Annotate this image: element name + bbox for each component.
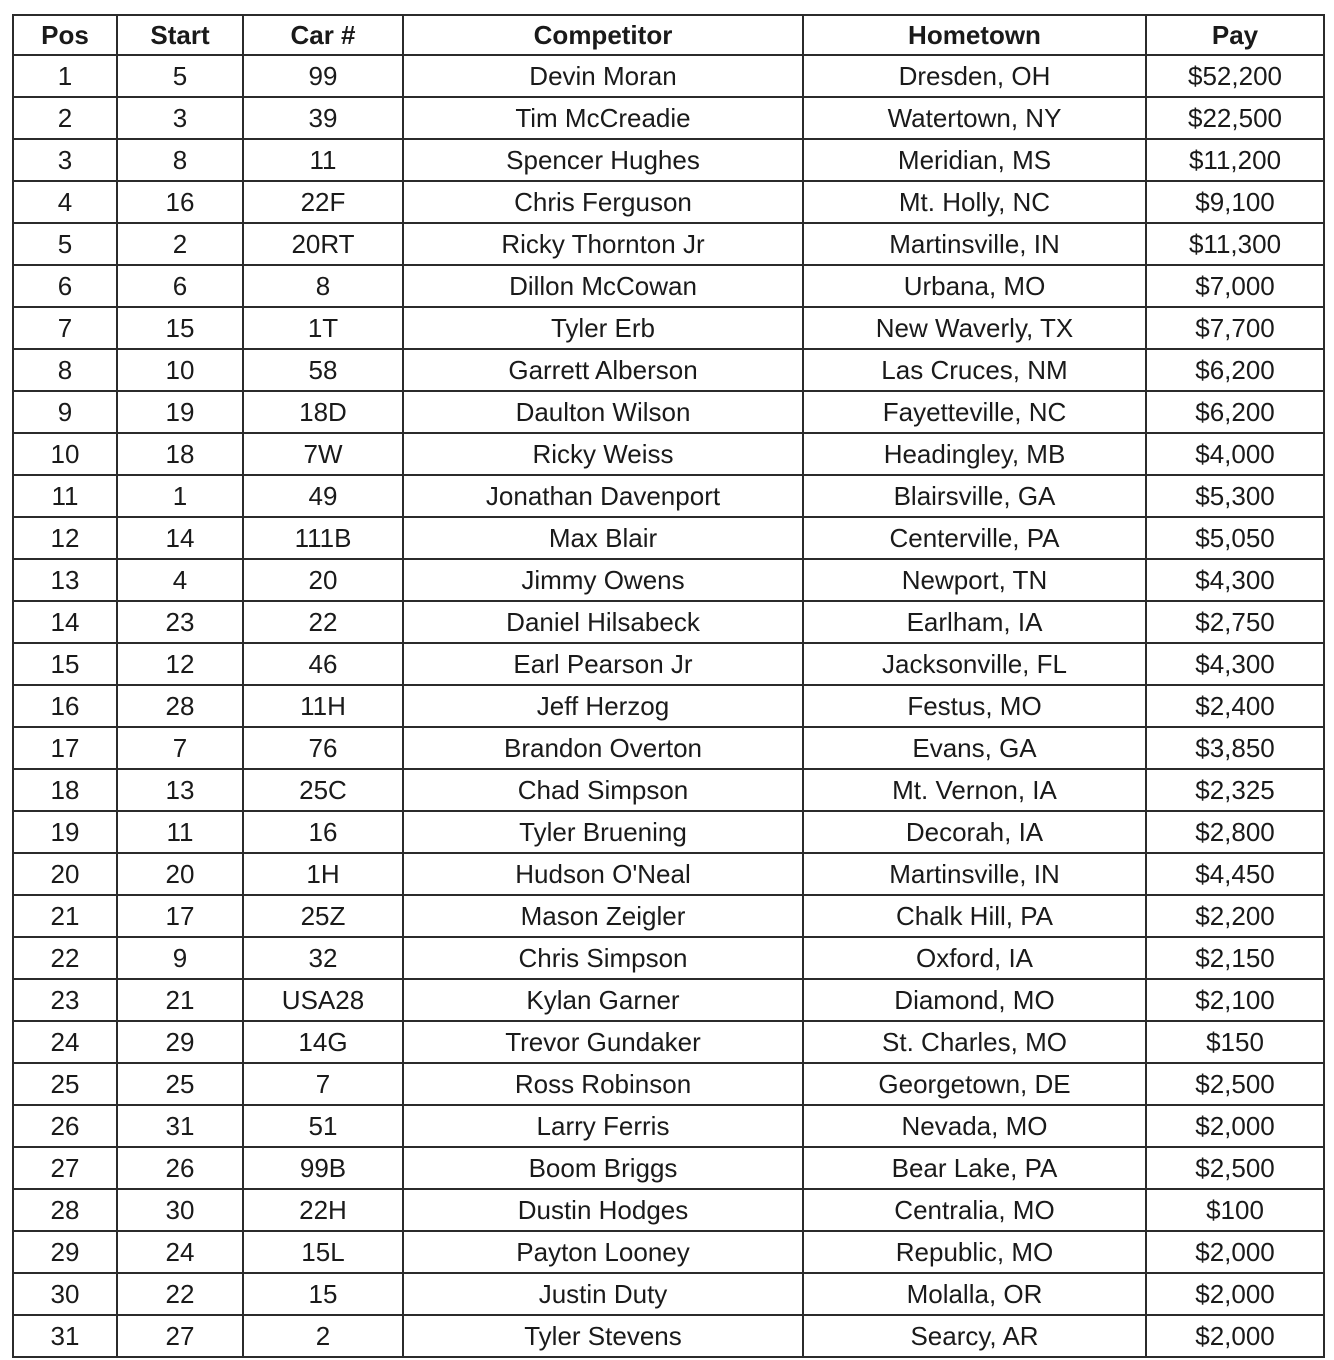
table-row xyxy=(13,685,1324,727)
cell-car-number: 2 xyxy=(243,1315,403,1357)
cell-start: 3 xyxy=(117,97,243,139)
cell-car-number: 25Z xyxy=(243,895,403,937)
cell-car-number: 51 xyxy=(243,1105,403,1147)
table-row xyxy=(13,517,1324,559)
cell-start: 12 xyxy=(117,643,243,685)
header-row xyxy=(13,15,1324,55)
cell-pay: $6,200 xyxy=(1146,349,1324,391)
cell-hometown: Searcy, AR xyxy=(803,1315,1146,1357)
cell-hometown: Jacksonville, FL xyxy=(803,643,1146,685)
cell-start: 21 xyxy=(117,979,243,1021)
cell-pos: 6 xyxy=(13,265,117,307)
cell-pos: 16 xyxy=(13,685,117,727)
cell-pay: $2,000 xyxy=(1146,1231,1324,1273)
cell-car-number: 76 xyxy=(243,727,403,769)
cell-hometown: Festus, MO xyxy=(803,685,1146,727)
cell-competitor: Ricky Thornton Jr xyxy=(403,223,803,265)
table-row xyxy=(13,937,1324,979)
cell-pos: 2 xyxy=(13,97,117,139)
cell-hometown: Centerville, PA xyxy=(803,517,1146,559)
cell-competitor: Trevor Gundaker xyxy=(403,1021,803,1063)
cell-pay: $4,450 xyxy=(1146,853,1324,895)
cell-hometown: Watertown, NY xyxy=(803,97,1146,139)
cell-competitor: Tyler Erb xyxy=(403,307,803,349)
cell-pos: 13 xyxy=(13,559,117,601)
cell-hometown: Oxford, IA xyxy=(803,937,1146,979)
cell-competitor: Tyler Stevens xyxy=(403,1315,803,1357)
cell-pay: $2,800 xyxy=(1146,811,1324,853)
cell-pay: $6,200 xyxy=(1146,391,1324,433)
cell-pos: 5 xyxy=(13,223,117,265)
cell-start: 29 xyxy=(117,1021,243,1063)
table-row xyxy=(13,391,1324,433)
table-row xyxy=(13,223,1324,265)
cell-pay: $11,200 xyxy=(1146,139,1324,181)
cell-pay: $2,000 xyxy=(1146,1315,1324,1357)
cell-competitor: Kylan Garner xyxy=(403,979,803,1021)
cell-pos: 30 xyxy=(13,1273,117,1315)
cell-start: 7 xyxy=(117,727,243,769)
cell-hometown: Mt. Vernon, IA xyxy=(803,769,1146,811)
cell-competitor: Ricky Weiss xyxy=(403,433,803,475)
table-row xyxy=(13,97,1324,139)
cell-hometown: Fayetteville, NC xyxy=(803,391,1146,433)
cell-pay: $2,150 xyxy=(1146,937,1324,979)
cell-hometown: Dresden, OH xyxy=(803,55,1146,97)
cell-hometown: Meridian, MS xyxy=(803,139,1146,181)
column-header-start: Start xyxy=(117,15,243,55)
cell-pos: 12 xyxy=(13,517,117,559)
cell-competitor: Tyler Bruening xyxy=(403,811,803,853)
table-row xyxy=(13,559,1324,601)
cell-pos: 28 xyxy=(13,1189,117,1231)
cell-start: 13 xyxy=(117,769,243,811)
cell-pay: $2,000 xyxy=(1146,1273,1324,1315)
cell-car-number: 25C xyxy=(243,769,403,811)
cell-competitor: Dustin Hodges xyxy=(403,1189,803,1231)
cell-pos: 27 xyxy=(13,1147,117,1189)
table-row xyxy=(13,895,1324,937)
table-row xyxy=(13,55,1324,97)
cell-pay: $5,050 xyxy=(1146,517,1324,559)
cell-car-number: 20 xyxy=(243,559,403,601)
cell-car-number: 39 xyxy=(243,97,403,139)
column-header-car-number: Car # xyxy=(243,15,403,55)
table-row xyxy=(13,1231,1324,1273)
table-row xyxy=(13,979,1324,1021)
cell-competitor: Spencer Hughes xyxy=(403,139,803,181)
cell-start: 14 xyxy=(117,517,243,559)
cell-hometown: Las Cruces, NM xyxy=(803,349,1146,391)
cell-hometown: New Waverly, TX xyxy=(803,307,1146,349)
cell-car-number: USA28 xyxy=(243,979,403,1021)
cell-competitor: Mason Zeigler xyxy=(403,895,803,937)
table-row xyxy=(13,769,1324,811)
cell-competitor: Daniel Hilsabeck xyxy=(403,601,803,643)
cell-hometown: Georgetown, DE xyxy=(803,1063,1146,1105)
table-header xyxy=(13,15,1324,55)
table-row xyxy=(13,1063,1324,1105)
cell-competitor: Max Blair xyxy=(403,517,803,559)
cell-pay: $2,325 xyxy=(1146,769,1324,811)
cell-pay: $2,000 xyxy=(1146,1105,1324,1147)
cell-hometown: Nevada, MO xyxy=(803,1105,1146,1147)
cell-car-number: 22F xyxy=(243,181,403,223)
cell-pos: 17 xyxy=(13,727,117,769)
cell-competitor: Chris Ferguson xyxy=(403,181,803,223)
cell-start: 8 xyxy=(117,139,243,181)
cell-start: 9 xyxy=(117,937,243,979)
table-body xyxy=(13,55,1324,1357)
cell-car-number: 32 xyxy=(243,937,403,979)
cell-start: 1 xyxy=(117,475,243,517)
cell-pos: 8 xyxy=(13,349,117,391)
cell-pay: $3,850 xyxy=(1146,727,1324,769)
cell-car-number: 15 xyxy=(243,1273,403,1315)
cell-pos: 23 xyxy=(13,979,117,1021)
cell-pos: 21 xyxy=(13,895,117,937)
cell-pos: 11 xyxy=(13,475,117,517)
cell-start: 23 xyxy=(117,601,243,643)
cell-competitor: Larry Ferris xyxy=(403,1105,803,1147)
cell-pay: $2,200 xyxy=(1146,895,1324,937)
cell-car-number: 11H xyxy=(243,685,403,727)
cell-competitor: Ross Robinson xyxy=(403,1063,803,1105)
cell-pos: 10 xyxy=(13,433,117,475)
cell-start: 11 xyxy=(117,811,243,853)
cell-hometown: Blairsville, GA xyxy=(803,475,1146,517)
table-row xyxy=(13,643,1324,685)
column-header-hometown: Hometown xyxy=(803,15,1146,55)
cell-car-number: 99B xyxy=(243,1147,403,1189)
cell-start: 2 xyxy=(117,223,243,265)
cell-hometown: Chalk Hill, PA xyxy=(803,895,1146,937)
cell-pos: 19 xyxy=(13,811,117,853)
cell-car-number: 46 xyxy=(243,643,403,685)
cell-pos: 29 xyxy=(13,1231,117,1273)
cell-competitor: Tim McCreadie xyxy=(403,97,803,139)
cell-start: 4 xyxy=(117,559,243,601)
cell-competitor: Jeff Herzog xyxy=(403,685,803,727)
cell-hometown: Martinsville, IN xyxy=(803,853,1146,895)
cell-competitor: Chad Simpson xyxy=(403,769,803,811)
cell-start: 6 xyxy=(117,265,243,307)
cell-car-number: 16 xyxy=(243,811,403,853)
cell-pay: $9,100 xyxy=(1146,181,1324,223)
cell-pos: 31 xyxy=(13,1315,117,1357)
table-row xyxy=(13,853,1324,895)
cell-hometown: Earlham, IA xyxy=(803,601,1146,643)
cell-car-number: 7W xyxy=(243,433,403,475)
table-row xyxy=(13,139,1324,181)
cell-pos: 1 xyxy=(13,55,117,97)
cell-start: 22 xyxy=(117,1273,243,1315)
cell-start: 28 xyxy=(117,685,243,727)
cell-hometown: Diamond, MO xyxy=(803,979,1146,1021)
cell-car-number: 111B xyxy=(243,517,403,559)
cell-pos: 25 xyxy=(13,1063,117,1105)
cell-hometown: Centralia, MO xyxy=(803,1189,1146,1231)
table-row xyxy=(13,1105,1324,1147)
cell-competitor: Devin Moran xyxy=(403,55,803,97)
cell-competitor: Jonathan Davenport xyxy=(403,475,803,517)
cell-start: 15 xyxy=(117,307,243,349)
table-row xyxy=(13,265,1324,307)
cell-pos: 24 xyxy=(13,1021,117,1063)
table-row xyxy=(13,1315,1324,1357)
cell-pay: $100 xyxy=(1146,1189,1324,1231)
column-header-competitor: Competitor xyxy=(403,15,803,55)
cell-car-number: 1H xyxy=(243,853,403,895)
cell-pos: 18 xyxy=(13,769,117,811)
cell-hometown: Urbana, MO xyxy=(803,265,1146,307)
column-header-pos: Pos xyxy=(13,15,117,55)
cell-pay: $2,750 xyxy=(1146,601,1324,643)
cell-hometown: St. Charles, MO xyxy=(803,1021,1146,1063)
cell-hometown: Evans, GA xyxy=(803,727,1146,769)
cell-competitor: Boom Briggs xyxy=(403,1147,803,1189)
cell-pos: 7 xyxy=(13,307,117,349)
race-results-table xyxy=(12,14,1325,1358)
table-row xyxy=(13,181,1324,223)
cell-car-number: 7 xyxy=(243,1063,403,1105)
cell-car-number: 22 xyxy=(243,601,403,643)
cell-pay: $5,300 xyxy=(1146,475,1324,517)
table-row xyxy=(13,1189,1324,1231)
table-row xyxy=(13,601,1324,643)
table-row xyxy=(13,307,1324,349)
cell-car-number: 11 xyxy=(243,139,403,181)
cell-competitor: Payton Looney xyxy=(403,1231,803,1273)
cell-pay: $22,500 xyxy=(1146,97,1324,139)
cell-car-number: 49 xyxy=(243,475,403,517)
cell-start: 16 xyxy=(117,181,243,223)
cell-competitor: Hudson O'Neal xyxy=(403,853,803,895)
cell-car-number: 99 xyxy=(243,55,403,97)
cell-pay: $2,500 xyxy=(1146,1147,1324,1189)
cell-competitor: Dillon McCowan xyxy=(403,265,803,307)
cell-start: 20 xyxy=(117,853,243,895)
cell-competitor: Chris Simpson xyxy=(403,937,803,979)
cell-car-number: 15L xyxy=(243,1231,403,1273)
table-row xyxy=(13,811,1324,853)
column-header-pay: Pay xyxy=(1146,15,1324,55)
cell-competitor: Jimmy Owens xyxy=(403,559,803,601)
cell-pos: 15 xyxy=(13,643,117,685)
table-row xyxy=(13,1147,1324,1189)
cell-pay: $4,300 xyxy=(1146,643,1324,685)
cell-pos: 22 xyxy=(13,937,117,979)
table-row xyxy=(13,1273,1324,1315)
cell-start: 26 xyxy=(117,1147,243,1189)
cell-car-number: 18D xyxy=(243,391,403,433)
cell-competitor: Earl Pearson Jr xyxy=(403,643,803,685)
cell-start: 19 xyxy=(117,391,243,433)
cell-competitor: Justin Duty xyxy=(403,1273,803,1315)
cell-competitor: Daulton Wilson xyxy=(403,391,803,433)
cell-hometown: Bear Lake, PA xyxy=(803,1147,1146,1189)
cell-hometown: Molalla, OR xyxy=(803,1273,1146,1315)
cell-start: 30 xyxy=(117,1189,243,1231)
cell-start: 10 xyxy=(117,349,243,391)
cell-hometown: Martinsville, IN xyxy=(803,223,1146,265)
cell-pos: 20 xyxy=(13,853,117,895)
cell-pay: $4,300 xyxy=(1146,559,1324,601)
cell-pay: $11,300 xyxy=(1146,223,1324,265)
cell-start: 25 xyxy=(117,1063,243,1105)
cell-car-number: 1T xyxy=(243,307,403,349)
cell-pay: $2,500 xyxy=(1146,1063,1324,1105)
table-row xyxy=(13,1021,1324,1063)
cell-car-number: 8 xyxy=(243,265,403,307)
cell-car-number: 14G xyxy=(243,1021,403,1063)
cell-start: 31 xyxy=(117,1105,243,1147)
cell-pos: 4 xyxy=(13,181,117,223)
cell-car-number: 22H xyxy=(243,1189,403,1231)
cell-pay: $150 xyxy=(1146,1021,1324,1063)
table-row xyxy=(13,475,1324,517)
cell-competitor: Garrett Alberson xyxy=(403,349,803,391)
cell-hometown: Headingley, MB xyxy=(803,433,1146,475)
cell-pay: $7,700 xyxy=(1146,307,1324,349)
cell-competitor: Brandon Overton xyxy=(403,727,803,769)
cell-pay: $2,100 xyxy=(1146,979,1324,1021)
cell-pay: $52,200 xyxy=(1146,55,1324,97)
cell-pay: $2,400 xyxy=(1146,685,1324,727)
cell-hometown: Newport, TN xyxy=(803,559,1146,601)
cell-pos: 26 xyxy=(13,1105,117,1147)
cell-hometown: Republic, MO xyxy=(803,1231,1146,1273)
cell-start: 5 xyxy=(117,55,243,97)
cell-hometown: Decorah, IA xyxy=(803,811,1146,853)
cell-pay: $4,000 xyxy=(1146,433,1324,475)
cell-pos: 9 xyxy=(13,391,117,433)
cell-car-number: 58 xyxy=(243,349,403,391)
cell-hometown: Mt. Holly, NC xyxy=(803,181,1146,223)
cell-start: 18 xyxy=(117,433,243,475)
cell-pos: 3 xyxy=(13,139,117,181)
cell-start: 17 xyxy=(117,895,243,937)
table-row xyxy=(13,349,1324,391)
cell-pos: 14 xyxy=(13,601,117,643)
cell-start: 24 xyxy=(117,1231,243,1273)
cell-pay: $7,000 xyxy=(1146,265,1324,307)
table-row xyxy=(13,433,1324,475)
cell-start: 27 xyxy=(117,1315,243,1357)
cell-car-number: 20RT xyxy=(243,223,403,265)
table-row xyxy=(13,727,1324,769)
